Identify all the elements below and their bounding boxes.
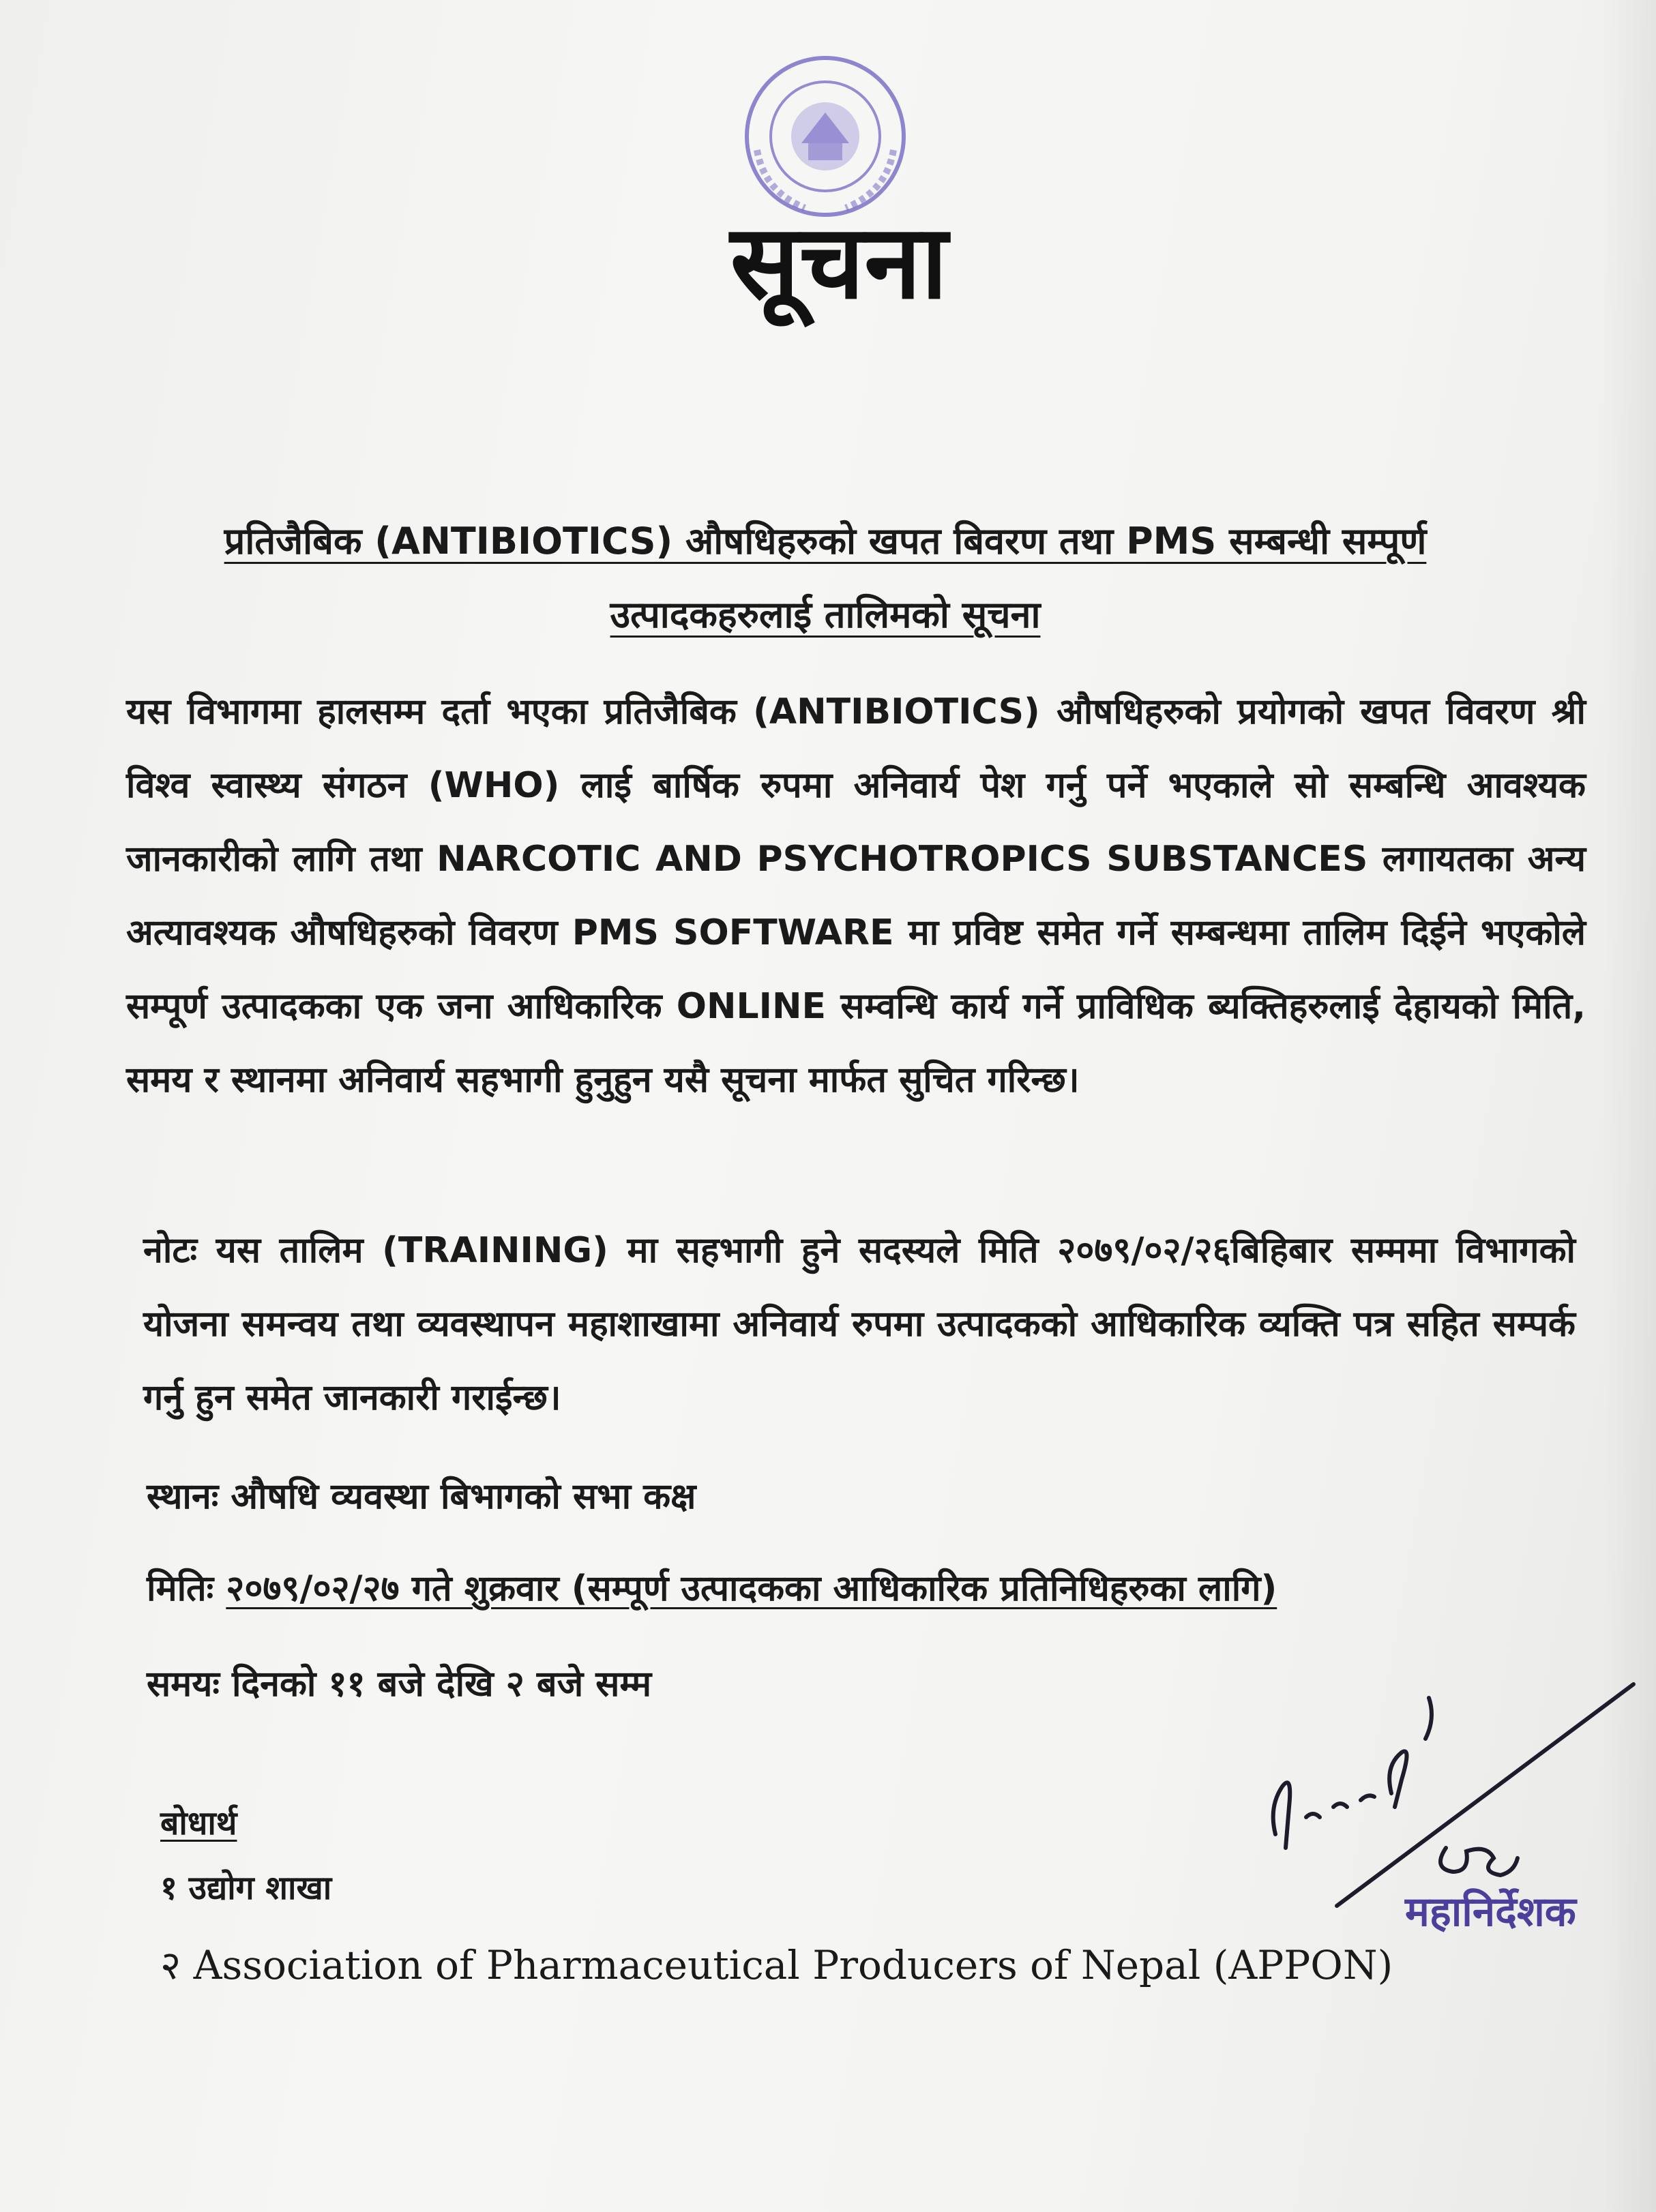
notice-title-line1: प्रतिजैबिक (ANTIBIOTICS) औषधिहरुको खपत बिवरण तथा PMS सम्बन्धी सम्पूर्ण bbox=[224, 520, 1427, 563]
notice-title bbox=[191, 505, 1460, 652]
signatory-title: महानिर्देशक bbox=[1405, 1888, 1576, 1936]
note-paragraph: नोटः यस तालिम (TRAINING) मा सहभागी हुने सदस्यले मिति २०७९/०२/२६बिहिबार सम्ममा विभागको योजना समन्वय तथा व्यवस्थापन महाशाखामा अनिवार्य रुपमा उत्पादकको आधिकारिक व्यक्ति पत्र सहित सम्पर्क गर्नु हुन समेत जानकारी गराईन्छ। bbox=[143, 1230, 1576, 1418]
date-label: मितिः bbox=[147, 1568, 214, 1609]
cc-label: बोधार्थ bbox=[160, 1804, 237, 1842]
cc-item-2: २ Association of Pharmaceutical Producers of Nepal (APPON) bbox=[160, 1942, 1393, 1988]
body-paragraph: यस विभागमा हालसम्म दर्ता भएका प्रतिजैबिक (ANTIBIOTICS) औषधिहरुको प्रयोगको खपत विवरण श्री विश्व स्वास्थ्य संगठन (WHO) लाई बार्षिक रुपमा अनिवार्य पेश गर्नु पर्ने भएकाले सो सम्बन्धि आवश्यक जानकारीको लागि तथा NARCOTIC AND PSYCHOTROPICS SUBSTANCES लगायतका अन्य अत्यावश्यक औषधिहरुको विवरण PMS SOFTWARE मा प्रविष्ट समेत गर्ने सम्बन्धमा तालिम दिईने भएकोले सम्पूर्ण उत्पादकका एक जना आधिकारिक ONLINE सम्वन्धि कार्य गर्ने प्राविधिक ब्यक्तिहरुलाई देहायको मिति, समय र स्थानमा अनिवार्य सहभागी हुनुहुन यसै सूचना मार्फत सुचित गरिन्छ। bbox=[126, 691, 1586, 1101]
notice-title-line2: उत्पादकहरुलाई तालिमको सूचना bbox=[610, 593, 1041, 636]
time-line: समयः दिनको ११ बजे देखि २ बजे सम्म bbox=[147, 1664, 652, 1705]
venue-line: स्थानः औषधि व्यवस्था बिभागको सभा कक्ष bbox=[147, 1476, 696, 1517]
cc-item-1: १ उद्योग शाखा bbox=[160, 1869, 332, 1907]
date-line bbox=[147, 1565, 1579, 1613]
date-value: २०७९/०२/२७ गते शुक्रवार (सम्पूर्ण उत्पादकका आधिकारिक प्रतिनिधिहरुका लागि) bbox=[226, 1568, 1277, 1609]
notice-heading: सूचना bbox=[730, 203, 948, 322]
